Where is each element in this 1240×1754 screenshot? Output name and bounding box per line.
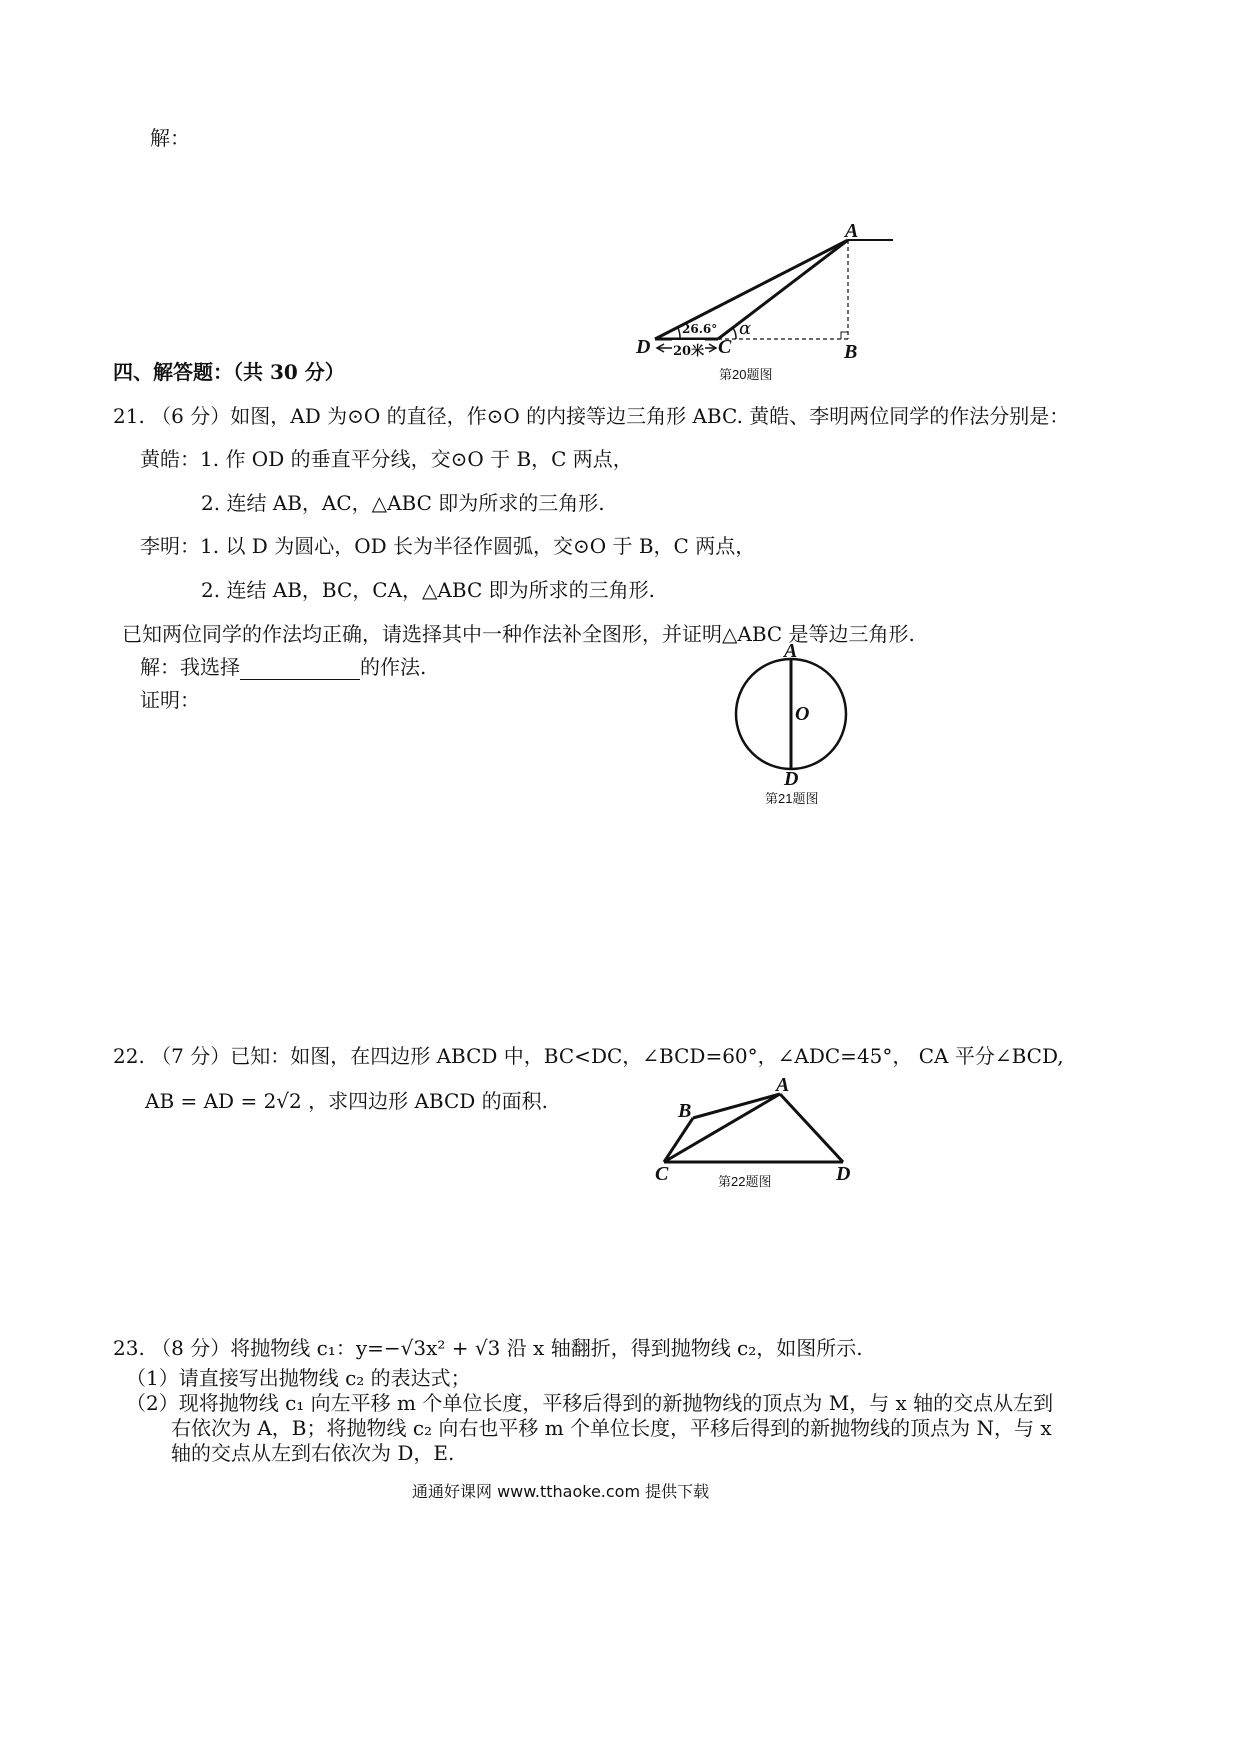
q21-li-step-1: 李明：1. 以 D 为圆心，OD 长为半径作圆弧，交⊙O 于 B，C 两点， — [140, 534, 756, 558]
q21-li-step-2: 2. 连结 AB，BC，CA，△ABC 即为所求的三角形. — [201, 578, 655, 602]
fig21-label-d: D — [784, 768, 799, 790]
fig22-label-d: D — [836, 1163, 851, 1185]
q21-stem: 21. （6 分）如图，AD 为⊙O 的直径，作⊙O 的内接等边三角形 ABC. 黄皓、李明两位同学的作法分别是： — [113, 404, 1070, 428]
footer-text: 通通好课网 www.tthaoke.com 提供下载 — [412, 1482, 710, 1501]
fig21-label-o: O — [795, 703, 810, 725]
fig20-angle-text: 26.6° — [682, 322, 718, 336]
q23-stem: 23. （8 分）将抛物线 c₁：y=−√3x² + √3 沿 x 轴翻折，得到抛物线 c₂，如图所示. — [113, 1336, 863, 1360]
fig20-caption: 第20题图 — [719, 367, 773, 382]
fig20-label-b: B — [844, 341, 858, 363]
q22-line-2: AB = AD = 2√2 ，求四边形 ABCD 的面积. — [145, 1089, 549, 1113]
q21-huang-step-2: 2. 连结 AB，AC，△ABC 即为所求的三角形. — [201, 491, 605, 515]
fig20-label-c: C — [718, 336, 732, 358]
fig20-label-a: A — [845, 220, 859, 242]
fig22-label-c: C — [655, 1163, 669, 1185]
fig22-line-cb — [664, 1118, 693, 1162]
section-4-title: 四、解答题：（共 30 分） — [113, 360, 345, 384]
q23-part-2-line-3: 轴的交点从左到右依次为 D，E. — [171, 1441, 455, 1465]
fig22-label-b: B — [678, 1100, 692, 1122]
q23-part-1: （1）请直接写出抛物线 c₂ 的表达式； — [126, 1366, 471, 1390]
fig22-line-ba — [693, 1094, 780, 1118]
q20-solve-label: 解： — [150, 126, 190, 150]
fig22-label-a: A — [776, 1074, 790, 1096]
fig20-label-d: D — [636, 336, 651, 358]
fig22-caption: 第22题图 — [718, 1174, 772, 1189]
fig22-line-ad — [780, 1094, 843, 1162]
fig21-caption: 第21题图 — [765, 791, 819, 806]
fig20-distance: 20米 — [672, 340, 705, 359]
q21-choose-suffix: 的作法. — [360, 655, 427, 679]
q21-proof-label: 证明： — [140, 688, 200, 712]
fig20-alpha: α — [739, 318, 752, 339]
q21-choose-prefix: 解：我选择 — [140, 655, 240, 679]
q23-part-2-line-2: 右依次为 A，B；将抛物线 c₂ 向右也平移 m 个单位长度，平移后得到的新抛物线的顶点为 N，与 x — [171, 1416, 1052, 1440]
q23-part-2-line-1: （2）现将抛物线 c₁ 向左平移 m 个单位长度，平移后得到的新抛物线的顶点为 M，与 x 轴的交点从左到 — [126, 1391, 1054, 1415]
q21-huang-step-1: 黄皓：1. 作 OD 的垂直平分线，交⊙O 于 B，C 两点， — [140, 447, 633, 471]
q21-known: 已知两位同学的作法均正确，请选择其中一种作法补全图形，并证明△ABC 是等边三角形. — [122, 622, 915, 646]
q22-stem: 22. （7 分）已知：如图，在四边形 ABCD 中，BC<DC，∠BCD=60°，∠ADC=45°， CA 平分∠BCD, — [113, 1044, 1064, 1068]
fig21-label-a: A — [784, 640, 798, 662]
